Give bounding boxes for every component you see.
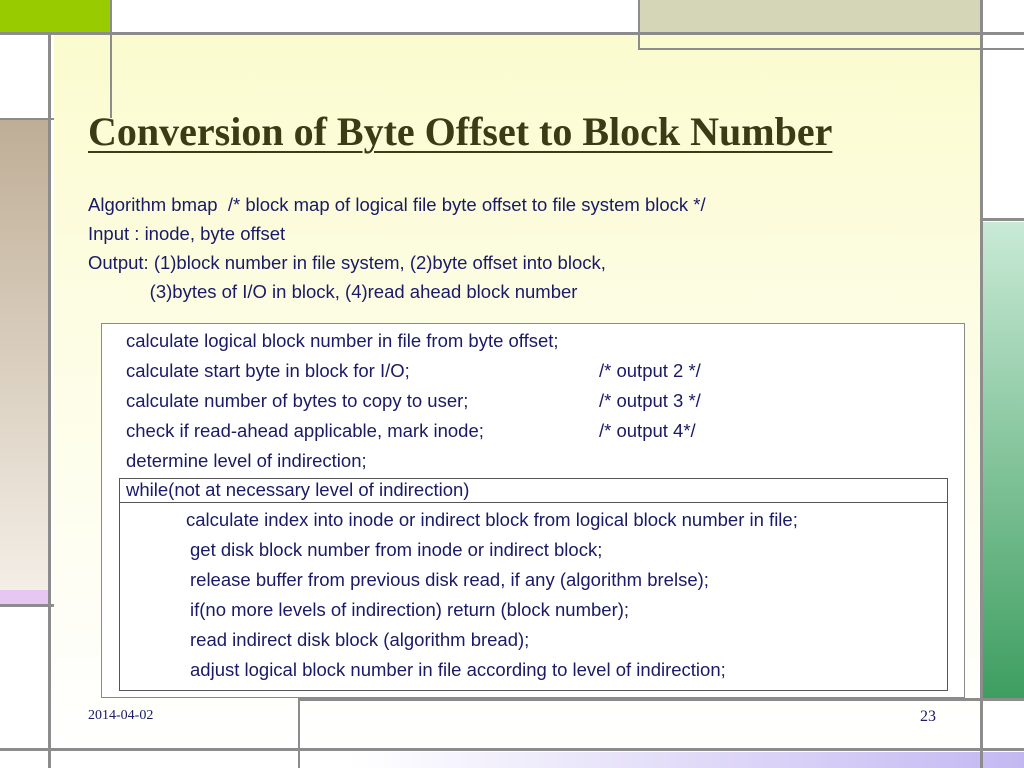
loop-line: calculate index into inode or indirect block from logical block number in file; (186, 509, 798, 530)
decor-bottom-purple-strip (350, 752, 1024, 768)
step-row (126, 416, 696, 446)
frame-line (0, 32, 1024, 35)
loop-line: read indirect disk block (algorithm bread); (190, 629, 530, 650)
output-line-continued: (3)bytes of I/O in block, (4)read ahead block number (88, 281, 578, 302)
output-line: Output: (1)block number in file system, (2)byte offset into block, (88, 252, 606, 273)
algorithm-line: Algorithm bmap /* block map of logical file byte offset to file system block */ (88, 194, 706, 215)
loop-line: get disk block number from inode or indirect block; (190, 539, 603, 560)
frame-line (48, 32, 51, 768)
step-text: determine level of indirection; (126, 450, 367, 471)
frame-line (0, 604, 54, 607)
frame-line (640, 48, 1024, 50)
slide-number: 23 (920, 708, 936, 725)
decor-tan-block (0, 120, 48, 590)
step-comment: /* output 2 */ (599, 360, 701, 381)
input-line: Input : inode, byte offset (88, 223, 286, 244)
decor-top-gray-block (640, 0, 980, 32)
step-row (126, 356, 701, 386)
step-comment: /* output 3 */ (599, 390, 701, 411)
decor-right-green-block (983, 222, 1024, 698)
footer-date: 2014-04-02 (88, 708, 154, 723)
decor-lavender-block (0, 590, 48, 604)
frame-line (110, 0, 112, 118)
step-row (126, 386, 701, 416)
frame-line (0, 748, 1024, 751)
frame-line (298, 698, 300, 768)
loop-body (186, 505, 798, 685)
algorithm-header (88, 190, 706, 306)
step-text: calculate start byte in block for I/O; (126, 360, 410, 381)
while-line: while(not at necessary level of indirection) (126, 479, 470, 500)
step-text: calculate number of bytes to copy to user; (126, 390, 469, 411)
decor-lime-block (0, 0, 110, 32)
frame-line (980, 0, 983, 768)
step-row (126, 326, 559, 356)
frame-line (638, 0, 640, 50)
step-row (126, 446, 559, 476)
step-list (126, 326, 701, 476)
step-comment: /* output 4*/ (599, 420, 696, 441)
loop-line: release buffer from previous disk read, if any (algorithm brelse); (190, 569, 709, 590)
loop-line: adjust logical block number in file according to level of indirection; (190, 659, 726, 680)
step-text: check if read-ahead applicable, mark inode; (126, 420, 484, 441)
frame-line (298, 698, 1024, 701)
loop-line: if(no more levels of indirection) return (block number); (190, 599, 630, 620)
frame-line (0, 118, 54, 120)
slide-title: Conversion of Byte Offset to Block Number (88, 109, 833, 154)
step-text: calculate logical block number in file from byte offset; (126, 330, 559, 351)
frame-line (980, 218, 1024, 221)
